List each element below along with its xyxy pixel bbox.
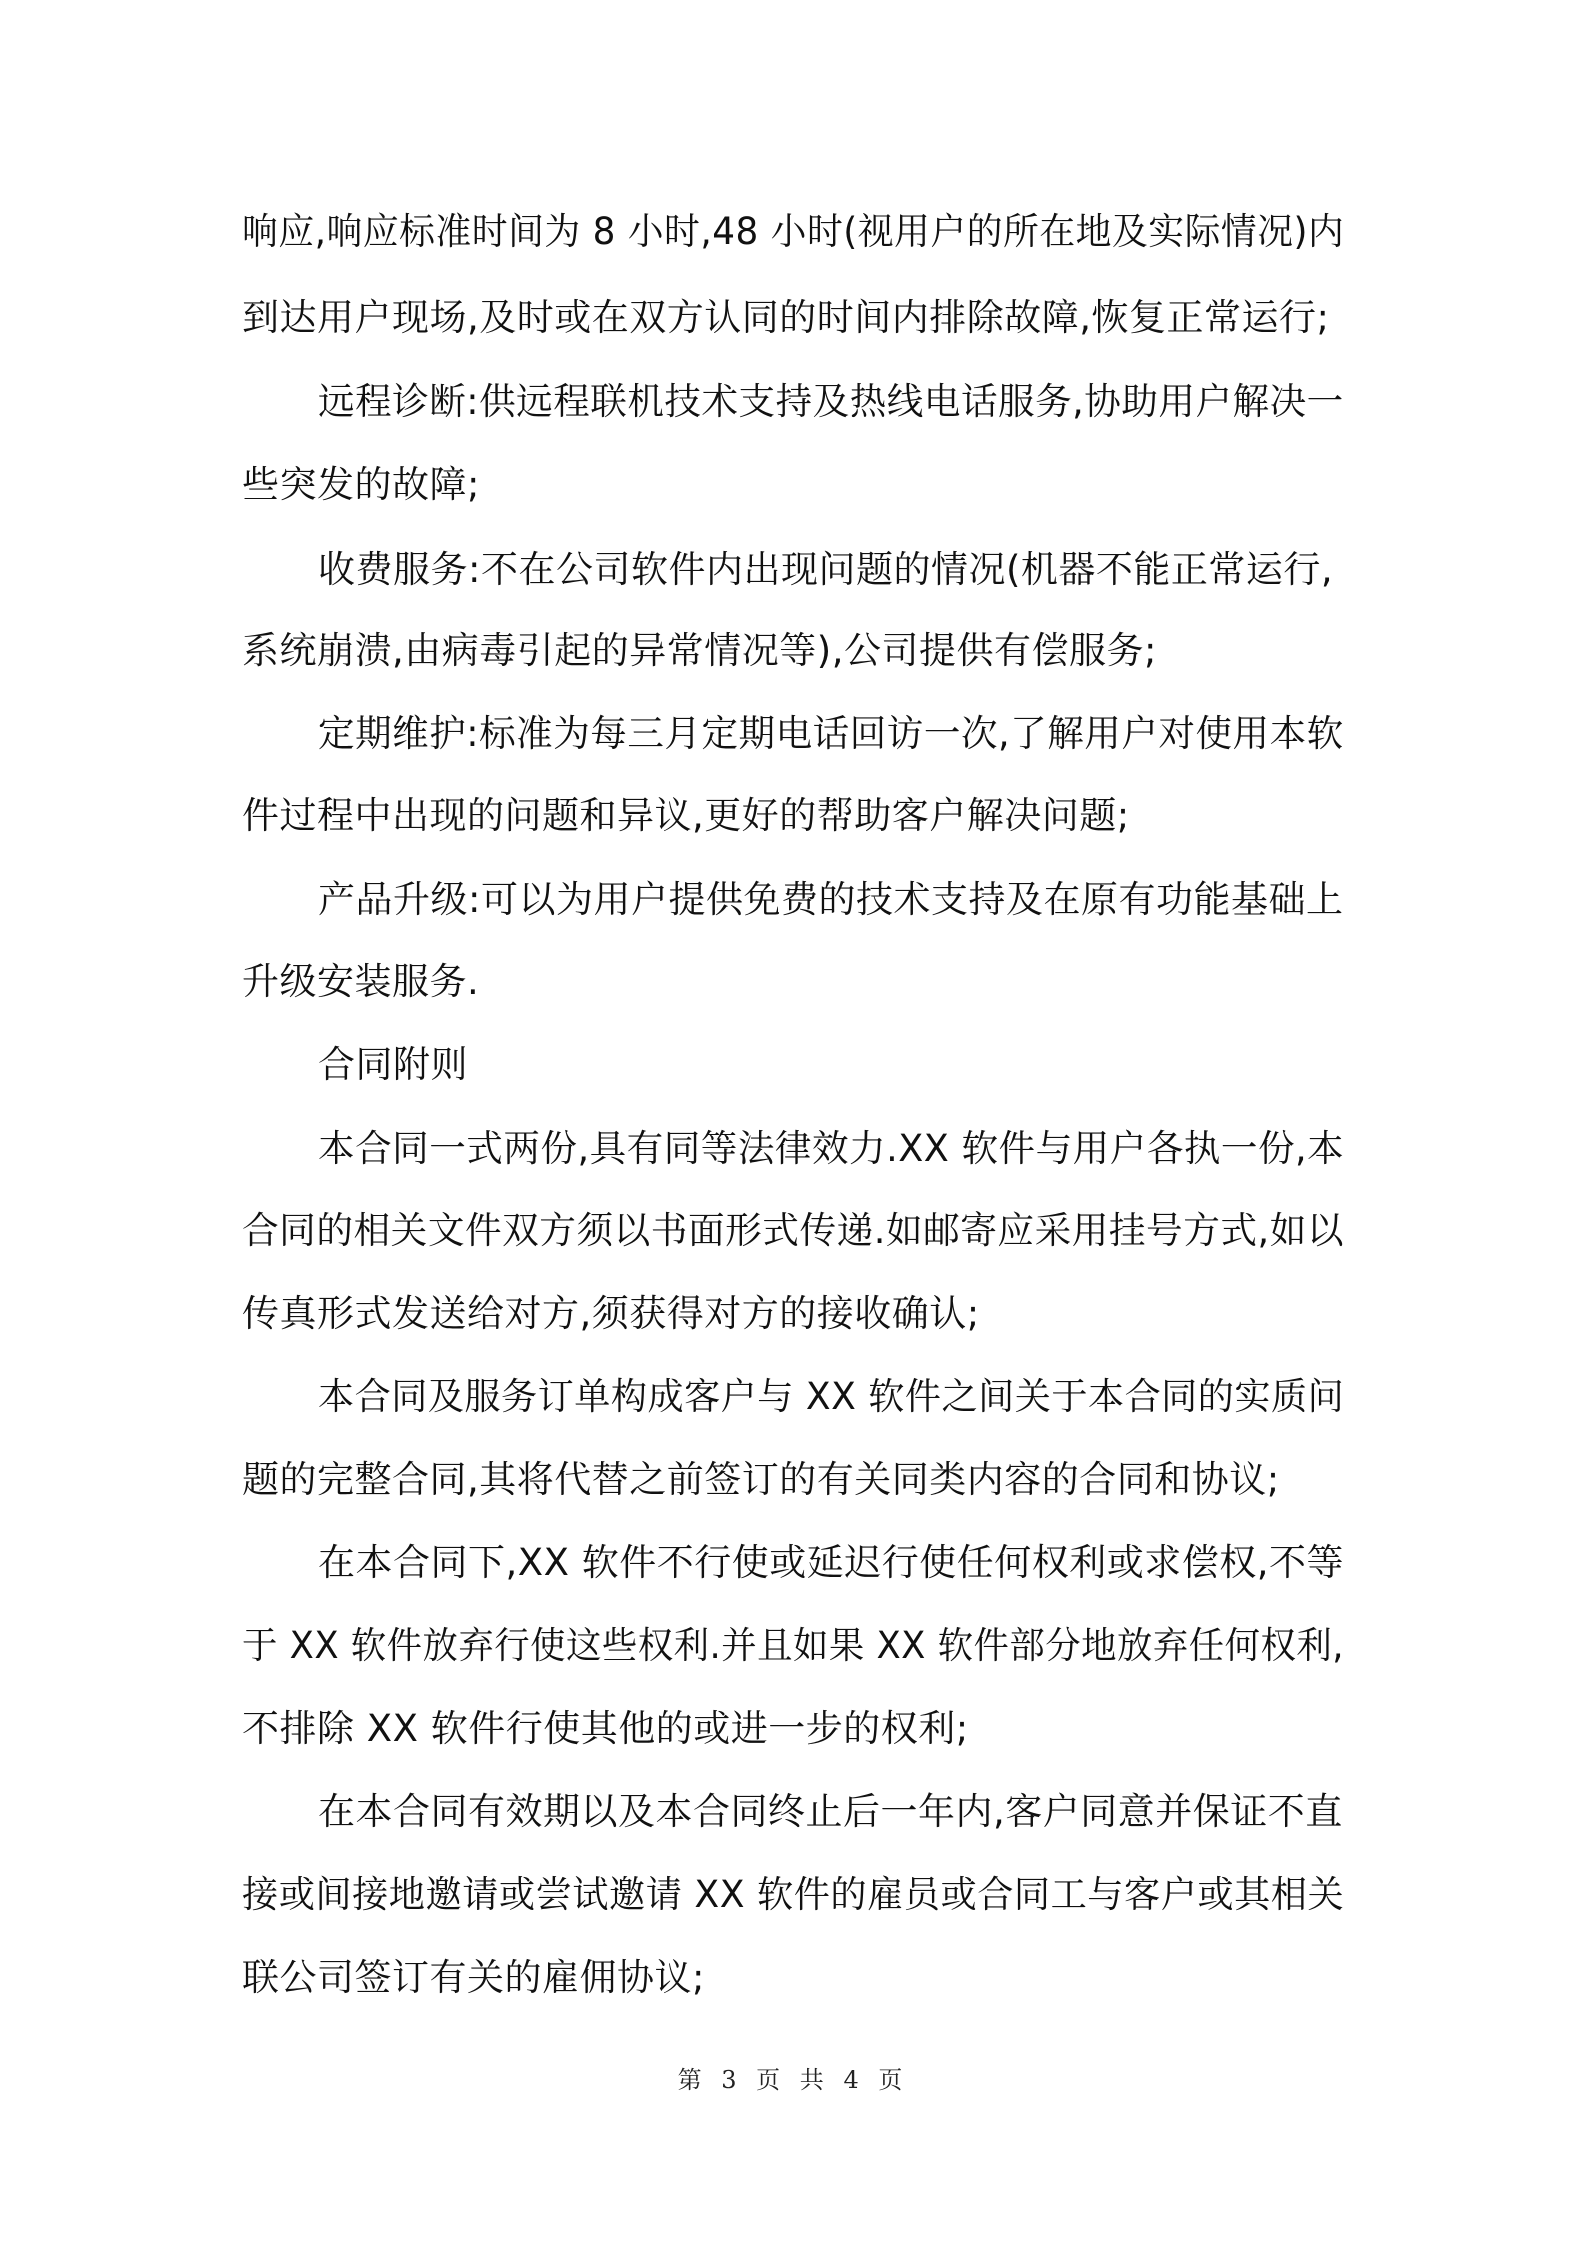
text-line: 响应,响应标准时间为 8 小时,48 小时(视用户的所在地及实际情况)内 (242, 210, 1345, 253)
text-line: 系统崩溃,由病毒引起的异常情况等),公司提供有偿服务; (242, 629, 1157, 672)
text-line: 合同的相关文件双方须以书面形式传递.如邮寄应采用挂号方式,如以 (242, 1209, 1345, 1252)
text-line: 产品升级:可以为用户提供免费的技术支持及在原有功能基础上 (318, 878, 1344, 921)
text-line: 于 XX 软件放弃行使这些权利.并且如果 XX 软件部分地放弃任何权利, (242, 1624, 1344, 1667)
text-line: 联公司签订有关的雇佣协议; (242, 1956, 705, 1999)
section-heading: 合同附则 (318, 1043, 468, 1086)
text-line: 定期维护:标准为每三月定期电话回访一次,了解用户对使用本软 (318, 712, 1344, 755)
text-line: 传真形式发送给对方,须获得对方的接收确认; (242, 1292, 980, 1335)
text-line: 不排除 XX 软件行使其他的或进一步的权利; (242, 1707, 969, 1750)
text-line: 些突发的故障; (242, 463, 480, 506)
text-line: 升级安装服务. (242, 960, 480, 1003)
text-line: 在本合同下,XX 软件不行使或延迟行使任何权利或求偿权,不等 (318, 1541, 1344, 1584)
text-line: 接或间接地邀请或尝试邀请 XX 软件的雇员或合同工与客户或其相关 (242, 1873, 1345, 1916)
text-line: 本合同及服务订单构成客户与 XX 软件之间关于本合同的实质问 (318, 1375, 1345, 1418)
text-line: 收费服务:不在公司软件内出现问题的情况(机器不能正常运行, (318, 548, 1334, 591)
text-line: 远程诊断:供远程联机技术支持及热线电话服务,协助用户解决一 (318, 380, 1344, 423)
text-line: 本合同一式两份,具有同等法律效力.XX 软件与用户各执一份,本 (318, 1127, 1345, 1170)
page-number-footer: 第 3 页 共 4 页 (677, 2066, 909, 2094)
text-line: 到达用户现场,及时或在双方认同的时间内排除故障,恢复正常运行; (242, 296, 1330, 339)
text-line: 在本合同有效期以及本合同终止后一年内,客户同意并保证不直 (318, 1790, 1343, 1833)
text-line: 件过程中出现的问题和异议,更好的帮助客户解决问题; (242, 794, 1130, 837)
text-line: 题的完整合同,其将代替之前签订的有关同类内容的合同和协议; (242, 1458, 1280, 1501)
